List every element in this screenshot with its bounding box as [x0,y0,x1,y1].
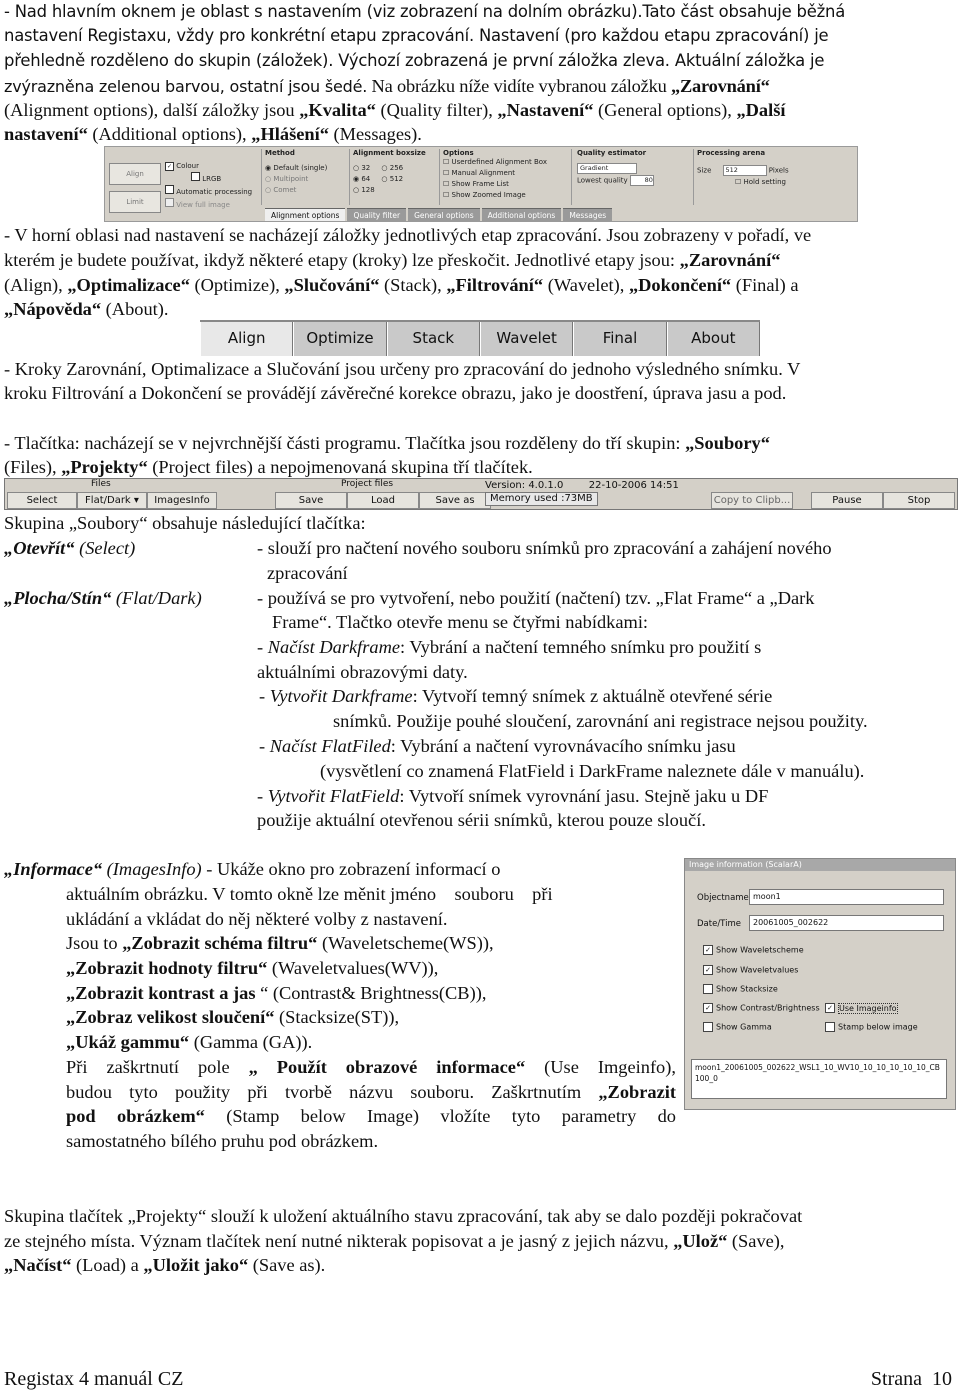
informace-line-2: aktuálním obrázku. V tomto okně lze měnit jméno souboru při [66,884,553,904]
submenu-4-cont: použije aktuální otevřenou sérii snímků, kterou pouze sloučí. [257,810,706,830]
files-group-label: Files [91,479,111,489]
tab-alignment[interactable]: Alignment options [265,208,345,221]
method-default[interactable]: ◉ Default (single) [265,164,328,172]
opt-manual[interactable]: ☐ Manual Alignment [443,169,516,177]
objectname-field[interactable]: moon1 [749,889,944,905]
show-stacksize-checkbox[interactable]: Show Stacksize [703,984,778,994]
stage-tab-align[interactable]: Align [200,322,293,356]
informace-line-3: ukládání a vkládat do něj některé volby z nastavení. [66,909,448,929]
project-group-label: Project files [341,479,394,489]
buttons-line-2: (Files), „Projekty“ (Project files) a nepojmenovaná skupina tří tlačítek. [4,457,533,477]
objectname-label: Objectname [697,893,749,903]
checkbox-group [165,161,252,211]
informace-term: „Informace“ (ImagesInfo) - Ukáže okno pro zobrazení informací o [4,859,501,879]
otevrit-term: „Otevřít“ (Select) [4,538,136,558]
projekty-line-3: „Načíst“ (Load) a „Uložit jako“ (Save as). [4,1255,326,1275]
informace-line-5: „Zobrazit hodnoty filtru“ (Waveletvalues(WV)), [66,958,439,978]
plocha-term: „Plocha/Stín“ (Flat/Dark) [4,588,202,608]
opt-framelist[interactable]: ☐ Show Frame List [443,180,509,188]
tab-general[interactable]: General options [408,208,480,221]
boxsize-row-1[interactable]: ○ 32 ○ 256 [353,164,404,172]
align-button[interactable]: Align [109,163,161,185]
submenu-2-cont: snímků. Použije pouhé sloučení, zarovnání ani registrace nejsou použity. [333,711,868,731]
arena-size[interactable]: Size 512 Pixels [697,166,789,175]
button-bar-screenshot [4,478,958,510]
steps-line-1: - Kroky Zarovnání, Optimalizace a Slučování jsou určeny pro zpracování do jednoho výsledného snímku. V [4,359,801,379]
copy-clipboard-button[interactable]: Copy to Clipb... [711,492,793,509]
stages-line-3: (Align), „Optimalizace“ (Optimize), „Slučování“ (Stack), „Filtrování“ (Wavelet), „Dokončení“ (Final) a [4,275,799,295]
tab-additional[interactable]: Additional options [482,208,562,221]
stage-tabs-screenshot [200,320,760,356]
submenu-3: - Načíst FlatFiled: Vybrání a načtení vyrovnávacího snímku jasu [259,736,736,756]
boxsize-group [353,149,426,196]
arena-title: Processing arena [697,149,766,157]
options-group [443,149,547,201]
stage-tab-stack[interactable]: Stack [387,322,480,356]
informace-line-12: samostatného bílého pruhu pod obrázkem. [66,1131,379,1151]
stage-tab-wavelet[interactable]: Wavelet [480,322,573,356]
stage-tab-about[interactable]: About [667,322,760,356]
submenu-1-cont: aktuálními obrazovými daty. [257,662,468,682]
intro-line-1: - Nad hlavním oknem je oblast s nastavením (viz zobrazení na dolním obrázku).Tato část obsahuje běžná [4,2,846,21]
use-imageinfo-checkbox[interactable]: ✓ Use Imageinfo [825,1003,898,1013]
filename-output: moon1_20061005_002622_WSL1_10_WV10_10_10_10_10_10_CB100_0 [691,1059,947,1099]
intro-line-2: nastavení Registaxu, vždy pro konkrétní etapu zpracování. Nastavení (pro každou etapu zpracování) je [4,26,829,45]
boxsize-row-3[interactable]: ○ 128 [353,186,375,194]
separator [693,149,694,205]
buttons-line-1: - Tlačítka: nacházejí se v nejvrchnější části programu. Tlačítka jsou rozděleny do tří skupin: „Soubory“ [4,433,770,453]
footer-page-number: Strana 10 [870,1368,952,1390]
auto-processing-checkbox[interactable]: Automatic processing [165,185,252,198]
intro-line-3: přehledně rozděleno do skupin (záložek). Výchozí zobrazená je první záložka zleva. Aktuální záložka je [4,51,825,70]
informace-line-8: „Ukáž gammu“ (Gamma (GA)). [66,1032,313,1052]
informace-line-7: „Zobraz velikost sloučení“ (Stacksize(ST)), [66,1007,400,1027]
informace-line-10: budou tyto použity při tvorbě názvu souboru. Zaškrtnutím „Zobrazit [66,1082,676,1102]
show-contrast-checkbox[interactable]: ✓ Show Contrast/Brightness [703,1003,820,1013]
separator [571,149,572,205]
informace-line-4: Jsou to „Zobrazit schéma filtru“ (Waveletscheme(WS)), [66,933,494,953]
flatdark-button[interactable]: Flat/Dark ▾ [77,492,147,509]
hold-setting[interactable]: ☐ Hold setting [735,177,786,186]
plocha-desc-2: Frame“. Tlačtko otevře menu se čtyřmi nabídkami: [272,612,649,632]
view-full-checkbox[interactable]: View full image [165,198,252,211]
options-tabs [265,208,614,221]
informace-line-11: pod obrázkem“ (Stamp below Image) vložíte tyto parametry do [66,1106,676,1126]
tab-messages[interactable]: Messages [563,208,612,221]
intro-line-5: (Alignment options), další záložky jsou „Kvalita“ (Quality filter), „Nastavení“ (General options), „Další [4,100,786,120]
opt-userdefined[interactable]: ☐ Userdefined Alignment Box [443,158,548,166]
separator [261,149,262,205]
stages-line-2: kterém je budete používat, ikdyž některé etapy (kroky) lze přeskočit. Jednotlivé etapy jsou: „Zarovnání“ [4,250,781,270]
separator [349,149,350,205]
stop-button[interactable]: Stop [883,492,955,509]
version-info: Version: 4.0.1.0 22-10-2006 14:51 Memory used :73MB [485,480,679,504]
steps-line-2: kroku Filtrování a Dokončení se provádějí závěrečné korekce obrazu, jako je doostření, úprava jasu a pod. [4,383,787,403]
dialog-title-bar: Image information (ScalarA) [685,859,955,871]
stages-line-1: - V horní oblasi nad nastavení se nacházejí záložky jednotlivých etap zpracování. Jsou zobrazeny v pořadí, ve [4,225,812,245]
select-button[interactable]: Select [7,492,77,509]
plocha-desc-1: - používá se pro vytvoření, nebo použití (načtení) tzv. „Flat Frame“ a „Dark [257,588,815,608]
image-info-dialog-screenshot [684,858,956,1110]
otevrit-desc-1: - slouží pro načtení nového souboru snímků pro zpracování a zahájení nového [257,538,832,558]
method-title: Method [265,149,295,157]
lrgb-checkbox[interactable]: LRGB [165,172,252,185]
intro-line-6: nastavení“ (Additional options), „Hlášení“ (Messages). [4,124,422,144]
quality-group [577,149,654,186]
soubory-intro: Skupina „Soubory“ obsahuje následující tlačítka: [4,513,366,533]
tab-quality[interactable]: Quality filter [347,208,406,221]
show-waveletvalues-checkbox[interactable]: ✓ Show Waveletvalues [703,965,798,975]
lowest-quality[interactable]: Lowest quality 80 [577,175,653,184]
quality-select[interactable]: Gradient [577,163,654,175]
separator [439,149,440,205]
colour-checkbox[interactable]: ✓ Colour [166,162,199,170]
footer-title: Registax 4 manuál CZ [4,1368,184,1390]
submenu-4: - Vytvořit FlatField: Vytvoří snímek vyrovnání jasu. Stejně jaku u DF [257,786,769,806]
method-multipoint[interactable]: ○ Multipoint [265,175,309,183]
show-gamma-checkbox[interactable]: Show Gamma [703,1022,772,1032]
arena-group [697,149,789,188]
submenu-3-cont: (vysvětlení co znamená FlatField i DarkFrame naleznete dále v manuálu). [320,761,865,781]
show-waveletscheme-checkbox[interactable]: ✓ Show Waveletscheme [703,945,804,955]
stage-tab-final[interactable]: Final [573,322,666,356]
load-button[interactable]: Load [347,492,419,509]
stages-line-4: „Nápověda“ (About). [4,299,169,319]
method-comet[interactable]: ○ Comet [265,186,297,194]
options-title: Options [443,149,474,157]
options-panel-screenshot [104,146,858,222]
stamp-below-checkbox[interactable]: Stamp below image [825,1022,918,1032]
datetime-field[interactable]: 20061005_002622 [749,915,944,931]
stage-tab-optimize[interactable]: Optimize [293,322,386,356]
intro-line-4: zvýrazněna zelenou barvou, ostatní jsou šedé. Na obrázku níže vidíte vybranou záložku „Zarovnání“ [4,76,770,96]
boxsize-row-2[interactable]: ◉ 64 ○ 512 [353,175,404,183]
datetime-label: Date/Time [697,919,741,929]
projekty-line-2: ze stejného místa. Význam tlačítek není nutné nikterak popisovat a je jasný z jejich názvu, „Ulož“ (Save), [4,1231,785,1251]
quality-title: Quality estimator [577,149,647,157]
method-group [265,149,327,196]
pause-button[interactable]: Pause [811,492,883,509]
opt-zoomed[interactable]: ☐ Show Zoomed Image [443,191,526,199]
informace-line-6: „Zobrazit kontrast a jas “ (Contrast& Brightness(CB)), [66,983,487,1003]
informace-line-9: Při zaškrtnutí pole „ Použít obrazové informace“ (Use Imgeinfo), [66,1057,676,1077]
projekty-line-1: Skupina tlačítek „Projekty“ slouží k uložení aktuálního stavu zpracování, tak aby se dalo později pokračovat [4,1206,803,1226]
otevrit-desc-2: zpracování [267,563,348,583]
limit-button[interactable]: Limit [109,191,161,213]
save-button[interactable]: Save [275,492,347,509]
saveas-button[interactable]: Save as [419,492,491,509]
boxsize-title: Alignment boxsize [353,149,426,157]
imagesinfo-button[interactable]: ImagesInfo [147,492,217,509]
submenu-2: - Vytvořit Darkframe: Vytvoří temný snímek z aktuálně otevřené série [259,686,773,706]
submenu-1: - Načíst Darkframe: Vybrání a načtení temného snímku pro použití s [257,637,762,657]
